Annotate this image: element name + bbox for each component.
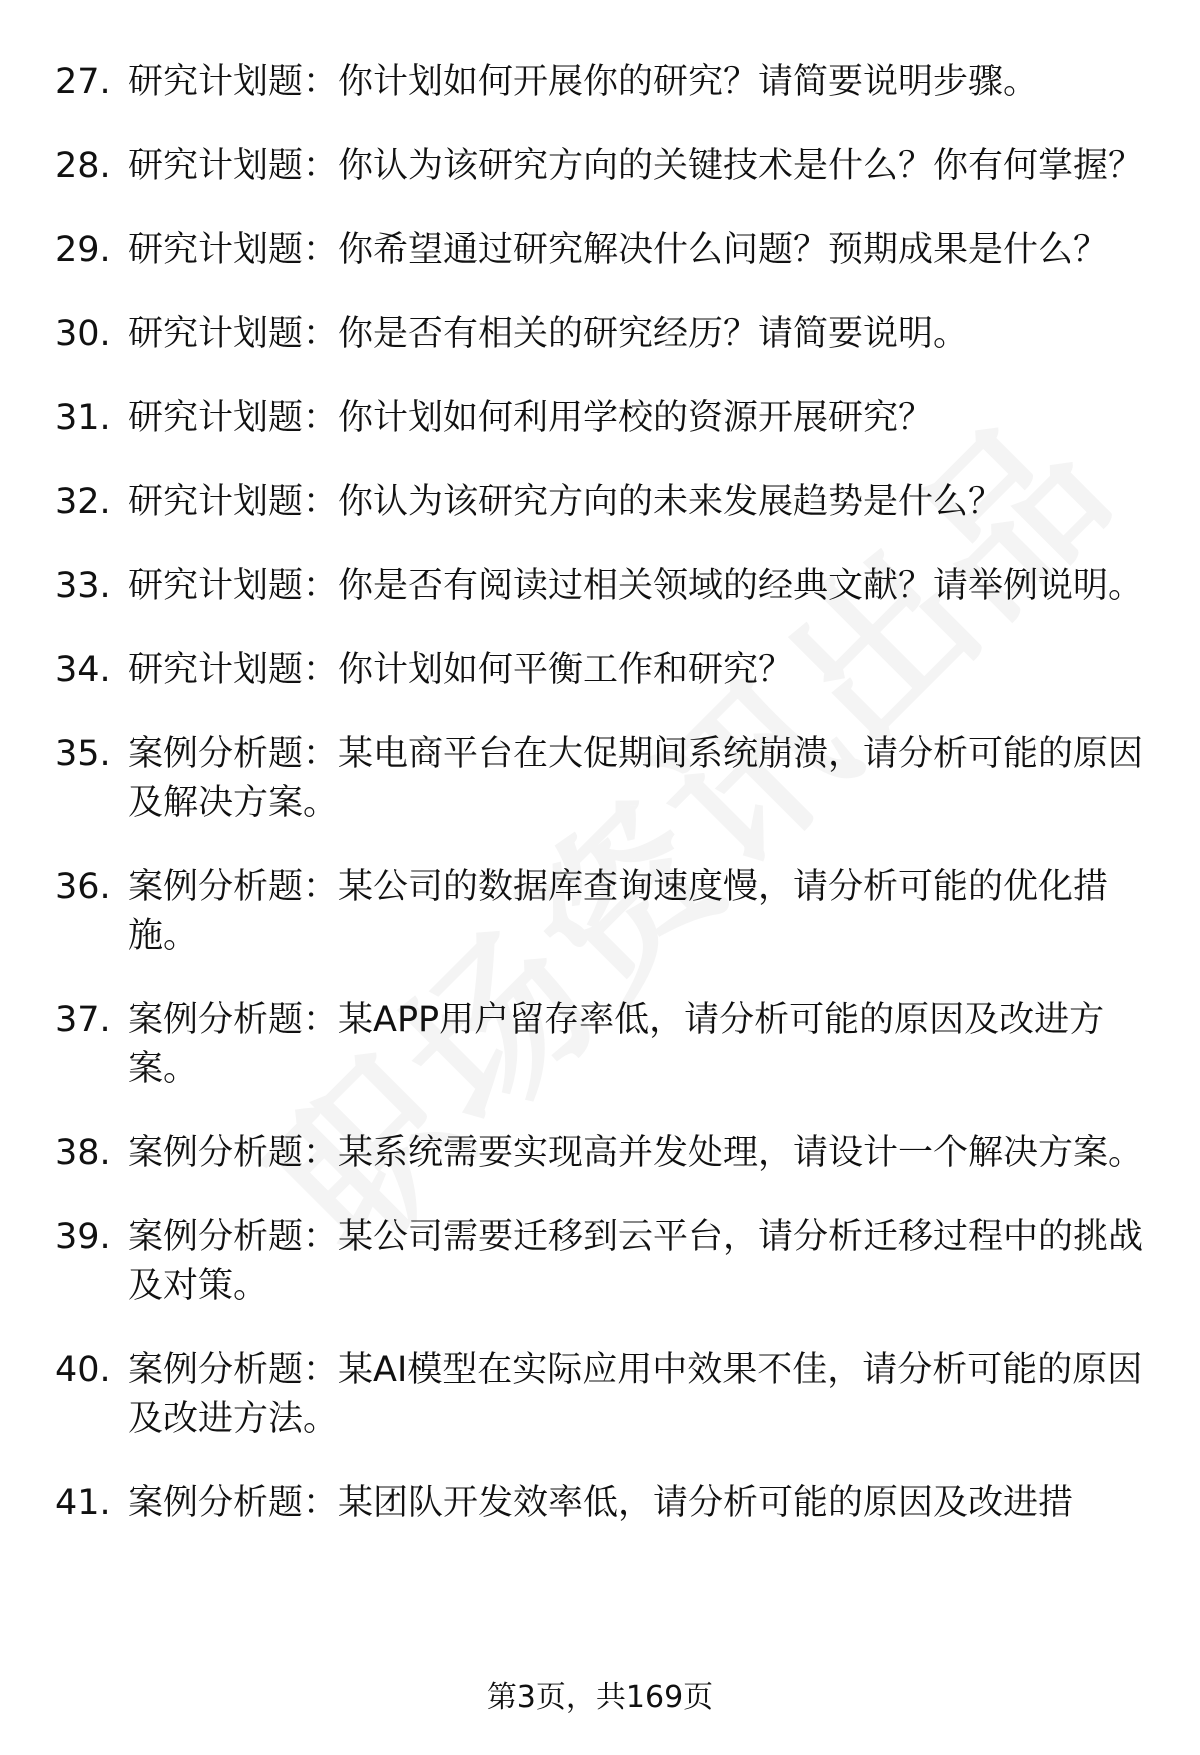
question-text: 案例分析题：某系统需要实现高并发处理，请设计一个解决方案。 [128, 1133, 1144, 1173]
question-item [55, 226, 1150, 275]
question-text: 研究计划题：你认为该研究方向的关键技术是什么？你有何掌握？ [128, 146, 1144, 186]
question-item [55, 562, 1150, 611]
question-text: 案例分析题：某电商平台在大促期间系统崩溃，请分析可能的原因及解决方案。 [128, 734, 1144, 823]
question-item [55, 1129, 1150, 1178]
question-number: 27. [55, 62, 111, 102]
question-text: 案例分析题：某AI模型在实际应用中效果不佳，请分析可能的原因及改进方法。 [128, 1350, 1143, 1439]
question-item [55, 478, 1150, 527]
question-item [55, 142, 1150, 191]
question-number: 31. [55, 398, 111, 438]
question-item [55, 1346, 1150, 1444]
question-number: 34. [55, 650, 111, 690]
question-item [55, 863, 1150, 961]
page-footer [0, 1678, 1200, 1718]
question-text: 研究计划题：你是否有阅读过相关领域的经典文献？请举例说明。 [128, 566, 1144, 606]
question-text: 研究计划题：你计划如何利用学校的资源开展研究？ [128, 398, 934, 438]
question-item [55, 646, 1150, 695]
question-number: 28. [55, 146, 111, 186]
question-number: 37. [55, 1000, 111, 1040]
question-text: 案例分析题：某团队开发效率低，请分析可能的原因及改进措 [128, 1483, 1074, 1523]
question-number: 35. [55, 734, 111, 774]
question-item [55, 730, 1150, 828]
question-text: 案例分析题：某公司的数据库查询速度慢，请分析可能的优化措施。 [128, 867, 1109, 956]
question-text: 研究计划题：你是否有相关的研究经历？请简要说明。 [128, 314, 969, 354]
question-number: 40. [55, 1350, 111, 1390]
question-number: 41. [55, 1483, 111, 1523]
question-text: 案例分析题：某APP用户留存率低，请分析可能的原因及改进方案。 [128, 1000, 1105, 1089]
question-item [55, 58, 1150, 107]
question-list [55, 58, 1150, 1528]
question-item [55, 394, 1150, 443]
question-number: 29. [55, 230, 111, 270]
question-item [55, 1479, 1150, 1528]
question-text: 研究计划题：你认为该研究方向的未来发展趋势是什么？ [128, 482, 1004, 522]
question-item [55, 310, 1150, 359]
question-number: 33. [55, 566, 111, 606]
question-item [55, 1213, 1150, 1311]
question-text: 研究计划题：你计划如何平衡工作和研究？ [128, 650, 794, 690]
page-number-label: 第3页，共169页 [486, 1680, 714, 1715]
question-number: 39. [55, 1217, 111, 1257]
question-number: 38. [55, 1133, 111, 1173]
question-number: 30. [55, 314, 111, 354]
question-number: 32. [55, 482, 111, 522]
question-item [55, 996, 1150, 1094]
question-text: 研究计划题：你计划如何开展你的研究？请简要说明步骤。 [128, 62, 1039, 102]
question-number: 36. [55, 867, 111, 907]
question-text: 研究计划题：你希望通过研究解决什么问题？预期成果是什么？ [128, 230, 1109, 270]
question-text: 案例分析题：某公司需要迁移到云平台，请分析迁移过程中的挑战及对策。 [128, 1217, 1144, 1306]
